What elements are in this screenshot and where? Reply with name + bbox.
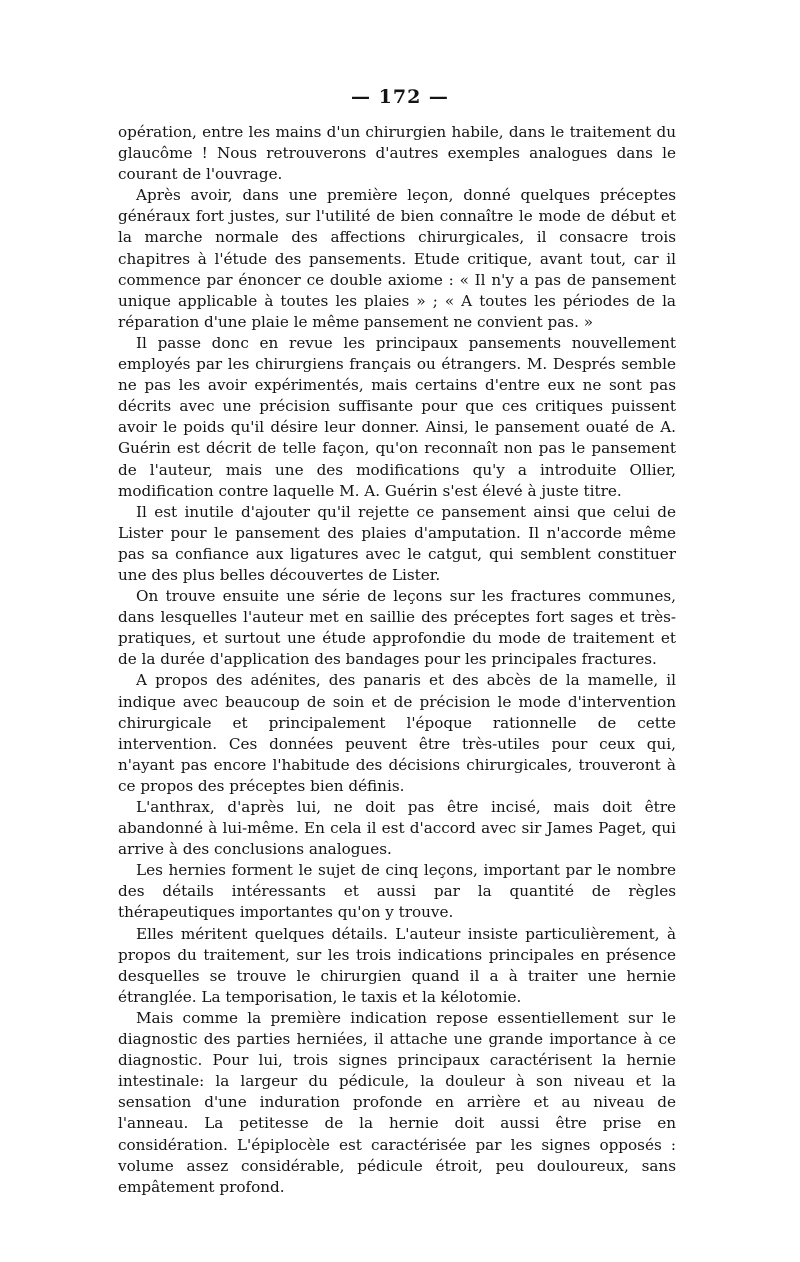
paragraph-5: On trouve ensuite une série de leçons sur les fractures communes, dans lesquelles l'auteur met en saillie des préceptes fort sages et très-pratiques, et surtout une étude approfondie du mode de traitement et de la durée d'application des bandages pour les principales fractures.: [118, 587, 676, 669]
paragraph-1: opération, entre les mains d'un chirurgien habile, dans le traitement du glaucôme ! Nous retrouverons d'autres exemples analogues dans le courant de l'ouvrage.: [118, 123, 676, 184]
paragraph-3: Il passe donc en revue les principaux pansements nouvellement employés par les chirurgiens français ou étrangers. M. Després semble ne pas les avoir expérimentés, mais certains d'entre eux ne sont pas décrits avec une précision suffisante pour que ces critiques puissent avoir le poids qu'il désire leur donner. Ainsi, le pansement ouaté de A. Guérin est décrit de telle façon, qu'on reconnaît non pas le pansement de l'auteur, mais une des modifications qu'y a introduite Ollier, modification contre laquelle M. A. Guérin s'est élevé à juste titre.: [118, 333, 676, 500]
page-body: [118, 122, 676, 1198]
paragraph-9: Elles méritent quelques détails. L'auteur insiste particulièrement, à propos du traitement, sur les trois indications principales en présence desquelles se trouve le chirurgien quand il a à traiter une hernie étranglée. La temporisation, le taxis et la kélotomie.: [118, 924, 676, 1006]
paragraph-6: A propos des adénites, des panaris et des abcès de la mamelle, il indique avec beaucoup de soin et de précision le mode d'intervention chirurgicale et principalement l'époque rationnelle de cette intervention. Ces données peuvent être très-utiles pour ceux qui, n'ayant pas encore l'habitude des décisions chirurgicales, trouveront à ce propos des préceptes bien définis.: [118, 671, 676, 795]
paragraph-8: Les hernies forment le sujet de cinq leçons, important par le nombre des détails intéressants et aussi par la quantité de règles thérapeutiques importantes qu'on y trouve.: [118, 861, 676, 922]
page-number: — 172 —: [351, 86, 449, 108]
paragraph-4: Il est inutile d'ajouter qu'il rejette ce pansement ainsi que celui de Lister pour le pansement des plaies d'amputation. Il n'accorde même pas sa confiance aux ligatures avec le catgut, qui semblent constituer une des plus belles découvertes de Lister.: [118, 502, 676, 584]
paragraph-10: Mais comme la première indication repose essentiellement sur le diagnostic des parties herniées, il attache une grande importance à ce diagnostic. Pour lui, trois signes principaux caractérisent la hernie intestinale: la largeur du pédicule, la douleur à son niveau et la sensation d'une induration profonde en arrière et au niveau de l'anneau. La petitesse de la hernie doit aussi être prise en considération. L'épiplocèle est caractérisée par les signes opposés : volume assez considérable, pédicule étroit, peu douloureux, sans empâtement profond.: [118, 1008, 676, 1196]
paragraph-2: Après avoir, dans une première leçon, donné quelques préceptes généraux fort justes, sur l'utilité de bien connaître le mode de début et la marche normale des affections chirurgicales, il consacre trois chapitres à l'étude des pansements. Etude critique, avant tout, car il commence par énoncer ce double axiome : « Il n'y a pas de pansement unique applicable à toutes les plaies » ; « A toutes les périodes de la réparation d'une plaie le même pansement ne convient pas. »: [118, 186, 676, 331]
paragraph-7: L'anthrax, d'après lui, ne doit pas être incisé, mais doit être abandonné à lui-même. En cela il est d'accord avec sir James Paget, qui arrive à des conclusions analogues.: [118, 798, 676, 859]
